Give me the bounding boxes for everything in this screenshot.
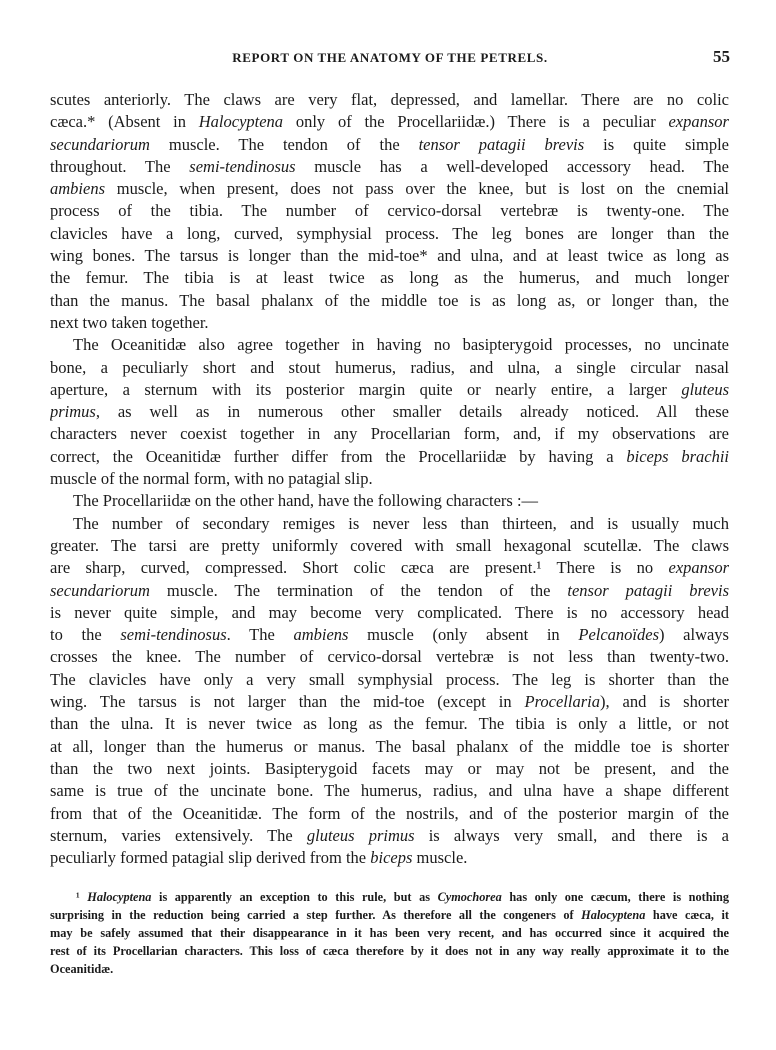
italic-term: semi-tendinosus [189, 156, 296, 176]
italic-term: ambiens [50, 179, 105, 199]
paragraph [50, 89, 729, 334]
italic-term: Halocyptena [198, 112, 284, 132]
text-run: next two taken together. [50, 312, 209, 332]
italic-term: Cymochorea [437, 890, 502, 904]
text-run: are sharp, curved, compressed. Short colic cæca are present.¹ There is no [50, 558, 669, 578]
text-run: throughout. The [50, 156, 190, 176]
text-line [50, 736, 729, 758]
text-run: muscle. [412, 848, 468, 868]
text-run: The Oceanitidæ also agree together in having no basipterygoid processes, no uncinate [73, 335, 729, 355]
text-run: correct, the Oceanitidæ further differ from the Procellariidæ by having a [50, 446, 627, 466]
italic-term: biceps brachii [626, 446, 729, 466]
text-line [50, 847, 729, 869]
paragraph [50, 513, 729, 870]
text-line [50, 557, 729, 579]
text-run: than the ulna. It is never twice as long as the femur. The tibia is only a little, or not [50, 714, 729, 734]
italic-term: tensor patagii brevis [418, 134, 585, 154]
text-line [50, 513, 729, 535]
running-title: REPORT ON THE ANATOMY OF THE PETRELS. [232, 50, 548, 65]
italic-term: expansor [668, 558, 729, 578]
text-line [50, 825, 729, 847]
text-run: , as well as in numerous other smaller details already noticed. All these [95, 402, 729, 422]
page-number: 55 [713, 47, 730, 66]
text-run: muscle of the normal form, with no patagial slip. [50, 469, 373, 489]
text-run: ) always [659, 625, 729, 645]
text-run: wing bones. The tarsus is longer than the mid-toe* and ulna, and at least twice as long as [50, 246, 729, 266]
text-line [50, 580, 729, 602]
text-run: may be safely assumed that their disappearance in it has been very recent, and has occurred since it acquired the [50, 926, 729, 940]
text-line [50, 669, 729, 691]
text-line [50, 223, 729, 245]
text-run: Oceanitidæ. [50, 962, 114, 976]
italic-term: primus [50, 402, 96, 422]
text-run: The number of secondary remiges is never less than thirteen, and is usually much [73, 513, 729, 533]
text-run: muscle has a well-developed accessory head. The [295, 156, 729, 176]
text-run: is apparently an exception to this rule, but as [151, 890, 438, 904]
text-run: wing. The tarsus is not larger than the mid-toe (except in [50, 692, 525, 712]
text-line [50, 267, 729, 289]
text-run: have cæca, it [645, 908, 729, 922]
text-run: same is true of the uncinate bone. The humerus, radius, and ulna have a shape different [50, 781, 729, 801]
text-line [50, 379, 729, 401]
text-run: muscle (only absent in [348, 625, 579, 645]
text-run: to the [50, 625, 121, 645]
text-run: muscle. The tendon of the [149, 134, 419, 154]
text-line [50, 357, 729, 379]
text-run: peculiarly formed patagial slip derived from the [50, 848, 371, 868]
text-line [50, 312, 729, 334]
text-run: cæca.* (Absent in [50, 112, 199, 132]
italic-term: biceps [370, 848, 413, 868]
italic-term: Pelcanoïdes [578, 625, 659, 645]
text-line [50, 468, 729, 490]
text-run: at all, longer than the humerus or manus. The basal phalanx of the middle toe is shorter [50, 736, 729, 756]
text-line [50, 156, 729, 178]
text-run: surprising in the reduction being carried a step further. As therefore all the congeners of [50, 908, 582, 922]
text-line [50, 960, 729, 978]
text-line [50, 535, 729, 557]
italic-term: expansor [668, 112, 729, 132]
text-run: scutes anteriorly. The claws are very flat, depressed, and lamellar. There are no colic [50, 90, 729, 109]
paragraph [50, 490, 729, 512]
text-run: than the manus. The basal phalanx of the middle toe is as long as, or longer than, the [50, 290, 729, 310]
text-run: ¹ [76, 890, 88, 904]
text-line [50, 888, 729, 906]
italic-term: secundariorum [50, 134, 150, 154]
text-line [50, 691, 729, 713]
italic-term: tensor patagii brevis [567, 580, 729, 600]
text-line [50, 602, 729, 624]
text-line [50, 178, 729, 200]
text-run: is never quite simple, and may become very complicated. There is no accessory head [50, 602, 729, 622]
text-run: sternum, varies extensively. The [50, 825, 307, 845]
text-line [50, 200, 729, 222]
page-header [50, 47, 730, 69]
italic-term: Procellaria [524, 692, 600, 712]
text-line [50, 713, 729, 735]
footnote [50, 888, 729, 978]
text-run: has only one cæcum, there is nothing [501, 890, 729, 904]
text-line [50, 446, 729, 468]
text-run: bone, a peculiarly short and stout humerus, radius, and ulna, a single circular nasal [50, 357, 729, 377]
text-line [50, 906, 729, 924]
italic-term: ambiens [293, 625, 349, 645]
body-text [50, 89, 729, 869]
text-line [50, 290, 729, 312]
text-line [50, 924, 729, 942]
text-line [50, 134, 729, 156]
text-run: The clavicles have only a very small symphysial process. The leg is shorter than the [50, 669, 729, 689]
text-run: ), and is shorter [599, 692, 729, 712]
text-line [50, 490, 729, 512]
text-run: the femur. The tibia is at least twice as long as the humerus, and much longer [50, 268, 729, 288]
text-run: characters never coexist together in any Procellarian form, and, if my observations are [50, 424, 729, 444]
text-run: greater. The tarsi are pretty uniformly covered with small hexagonal scutellæ. The claws [50, 535, 729, 555]
italic-term: gluteus [681, 379, 729, 399]
paragraph [50, 334, 729, 490]
text-line [50, 646, 729, 668]
text-run: from that of the Oceanitidæ. The form of the nostrils, and of the posterior margin of the [50, 803, 729, 823]
text-run: clavicles have a long, curved, symphysial process. The leg bones are longer than the [50, 223, 729, 243]
text-run: process of the tibia. The number of cervico-dorsal vertebræ is twenty-one. The [50, 201, 729, 221]
text-run: crosses the knee. The number of cervico-dorsal vertebræ is not less than twenty-two. [50, 647, 729, 667]
text-run: than the two next joints. Basipterygoid facets may or may not be present, and the [50, 758, 729, 778]
text-line [50, 780, 729, 802]
text-run: is quite simple [584, 134, 729, 154]
italic-term: Halocyptena [87, 890, 152, 904]
text-line [50, 624, 729, 646]
text-line [50, 401, 729, 423]
text-run: The Procellariidæ on the other hand, have the following characters :— [73, 491, 539, 511]
text-run: . The [226, 625, 294, 645]
italic-term: semi-tendinosus [120, 625, 227, 645]
italic-term: secundariorum [50, 580, 150, 600]
text-run: only of the Procellariidæ.) There is a peculiar [283, 112, 669, 132]
text-line [50, 89, 729, 111]
text-line [50, 423, 729, 445]
text-line [50, 758, 729, 780]
text-run: aperture, a sternum with its posterior margin quite or nearly entire, a larger [50, 379, 682, 399]
text-run: muscle. The termination of the tendon of the [149, 580, 568, 600]
text-line [50, 245, 729, 267]
text-line [50, 803, 729, 825]
text-run: rest of its Procellarian characters. This loss of cæca therefore by it does not in any way really approximate it to the [50, 944, 729, 958]
text-line [50, 942, 729, 960]
italic-term: gluteus primus [306, 825, 415, 845]
text-line [50, 111, 729, 133]
italic-term: Halocyptena [581, 908, 646, 922]
footnote-paragraph [50, 888, 729, 978]
text-run: muscle, when present, does not pass over the knee, but is lost on the cnemial [105, 179, 729, 199]
text-line [50, 334, 729, 356]
text-run: is always very small, and there is a [414, 825, 729, 845]
